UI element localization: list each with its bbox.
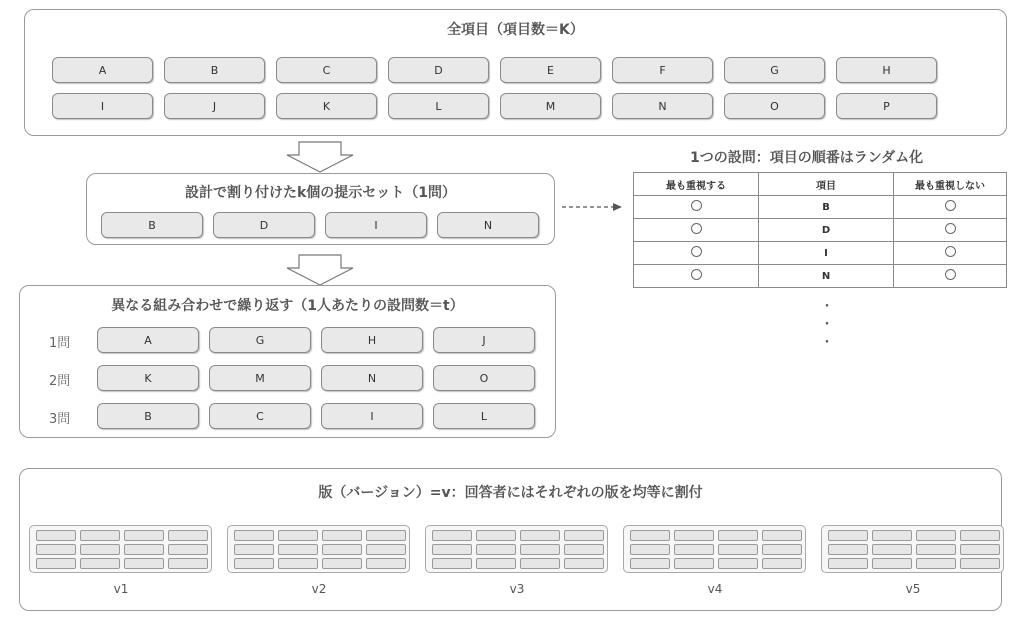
repeat-item-box: I (321, 403, 423, 429)
version-cell (234, 530, 274, 541)
version-cell (80, 558, 120, 569)
radio-icon[interactable] (945, 223, 956, 234)
item-box: N (612, 93, 713, 119)
radio-icon[interactable] (945, 200, 956, 211)
version-cell (564, 558, 604, 569)
version-cell (322, 558, 362, 569)
ellipsis-dot: ・ (820, 335, 834, 351)
item-box: F (612, 57, 713, 83)
repeat-item-box: N (321, 365, 423, 391)
least-important-radio-cell (894, 242, 1007, 265)
item-box: M (500, 93, 601, 119)
version-cell (630, 544, 670, 555)
version-cell (322, 544, 362, 555)
version-cell (124, 558, 164, 569)
repeat-item-box: A (97, 327, 199, 353)
item-box: D (388, 57, 489, 83)
version-cell (124, 544, 164, 555)
version-cell (168, 558, 208, 569)
set-item-box: I (325, 212, 427, 238)
version-cell (278, 544, 318, 555)
version-cell (432, 544, 472, 555)
most-important-radio-cell (634, 242, 759, 265)
version-cell (718, 530, 758, 541)
item-cell: I (759, 242, 894, 265)
repeat-item-box: G (209, 327, 311, 353)
version-label: v4 (707, 582, 723, 596)
version-cell (564, 530, 604, 541)
version-cell (718, 544, 758, 555)
table-row (634, 242, 1007, 265)
version-cell (520, 544, 560, 555)
version-cell (718, 558, 758, 569)
presented-set-panel (86, 173, 555, 245)
most-important-radio-cell (634, 265, 759, 288)
version-cell (762, 558, 802, 569)
version-cell (168, 544, 208, 555)
question-row-label: 3問 (49, 412, 71, 427)
header-least-important: 最も重視しない (894, 173, 1007, 196)
question-row-label: 1問 (49, 336, 71, 351)
table-header-row (634, 173, 1007, 196)
repeat-item-box: C (209, 403, 311, 429)
version-thumbnail (227, 525, 410, 573)
version-cell (762, 530, 802, 541)
table-row (634, 265, 1007, 288)
least-important-radio-cell (894, 265, 1007, 288)
version-cell (322, 530, 362, 541)
repeat-item-box: L (433, 403, 535, 429)
version-cell (432, 530, 472, 541)
version-cell (828, 530, 868, 541)
repeat-title: 異なる組み合わせで繰り返す（1人あたりの設問数＝t） (111, 298, 464, 314)
version-cell (916, 558, 956, 569)
question-title: 1つの設問：項目の順番はランダム化 (690, 150, 924, 166)
version-cell (278, 558, 318, 569)
version-cell (476, 558, 516, 569)
item-box: J (164, 93, 265, 119)
version-cell (872, 544, 912, 555)
version-cell (872, 530, 912, 541)
repeat-panel (19, 285, 556, 438)
all-items-title: 全項目（項目数＝K） (447, 22, 584, 38)
presented-set-title: 設計で割り付けたk個の提示セット（1問） (184, 185, 457, 201)
repeat-item-box: B (97, 403, 199, 429)
table-row (634, 196, 1007, 219)
version-cell (828, 544, 868, 555)
version-cell (916, 530, 956, 541)
version-cell (960, 544, 1000, 555)
radio-icon[interactable] (945, 269, 956, 280)
item-box: G (724, 57, 825, 83)
version-cell (36, 530, 76, 541)
version-cell (674, 544, 714, 555)
version-cell (234, 544, 274, 555)
version-cell (476, 530, 516, 541)
header-item: 項目 (759, 173, 894, 196)
version-label: v3 (509, 582, 525, 596)
version-cell (278, 530, 318, 541)
item-box: L (388, 93, 489, 119)
version-cell (872, 558, 912, 569)
item-cell: B (759, 196, 894, 219)
version-cell (476, 544, 516, 555)
dashed-arrow-icon (560, 201, 624, 213)
version-cell (80, 544, 120, 555)
header-most-important: 最も重視する (634, 173, 759, 196)
version-cell (828, 558, 868, 569)
radio-icon[interactable] (691, 223, 702, 234)
version-cell (80, 530, 120, 541)
item-box: E (500, 57, 601, 83)
repeat-item-box: K (97, 365, 199, 391)
version-thumbnail (821, 525, 1004, 573)
version-thumbnail (425, 525, 608, 573)
radio-icon[interactable] (945, 246, 956, 257)
version-cell (960, 530, 1000, 541)
versions-title: 版（バージョン）=v：回答者にはそれぞれの版を均等に割付 (318, 485, 703, 501)
all-items-panel (24, 9, 1007, 136)
version-thumbnail (29, 525, 212, 573)
version-cell (630, 530, 670, 541)
repeat-item-box: M (209, 365, 311, 391)
version-cell (674, 530, 714, 541)
item-box: P (836, 93, 937, 119)
version-label: v5 (905, 582, 921, 596)
item-box: B (164, 57, 265, 83)
version-cell (960, 558, 1000, 569)
down-arrow-icon-2 (285, 254, 355, 286)
least-important-radio-cell (894, 219, 1007, 242)
radio-icon[interactable] (691, 200, 702, 211)
item-box: H (836, 57, 937, 83)
radio-icon[interactable] (691, 269, 702, 280)
version-cell (36, 558, 76, 569)
item-box: A (52, 57, 153, 83)
question-row-label: 2問 (49, 374, 71, 389)
table-row (634, 219, 1007, 242)
version-cell (564, 544, 604, 555)
version-cell (520, 558, 560, 569)
version-cell (630, 558, 670, 569)
version-cell (124, 530, 164, 541)
version-cell (168, 530, 208, 541)
version-thumbnail (623, 525, 806, 573)
version-cell (234, 558, 274, 569)
set-item-box: D (213, 212, 315, 238)
item-cell: N (759, 265, 894, 288)
version-cell (520, 530, 560, 541)
version-cell (762, 544, 802, 555)
versions-panel (19, 468, 1002, 611)
set-item-box: B (101, 212, 203, 238)
repeat-item-box: J (433, 327, 535, 353)
item-box: I (52, 93, 153, 119)
item-box: O (724, 93, 825, 119)
set-item-box: N (437, 212, 539, 238)
ellipsis-dot: ・ (820, 299, 834, 315)
repeat-item-box: O (433, 365, 535, 391)
version-cell (366, 544, 406, 555)
least-important-radio-cell (894, 196, 1007, 219)
item-box: C (276, 57, 377, 83)
version-cell (674, 558, 714, 569)
ellipsis-dot: ・ (820, 317, 834, 333)
most-important-radio-cell (634, 219, 759, 242)
question-table (633, 172, 1007, 288)
version-cell (366, 530, 406, 541)
version-label: v2 (311, 582, 327, 596)
version-cell (432, 558, 472, 569)
version-cell (366, 558, 406, 569)
item-cell: D (759, 219, 894, 242)
most-important-radio-cell (634, 196, 759, 219)
radio-icon[interactable] (691, 246, 702, 257)
version-label: v1 (113, 582, 129, 596)
down-arrow-icon (285, 141, 355, 173)
version-cell (916, 544, 956, 555)
repeat-item-box: H (321, 327, 423, 353)
item-box: K (276, 93, 377, 119)
version-cell (36, 544, 76, 555)
